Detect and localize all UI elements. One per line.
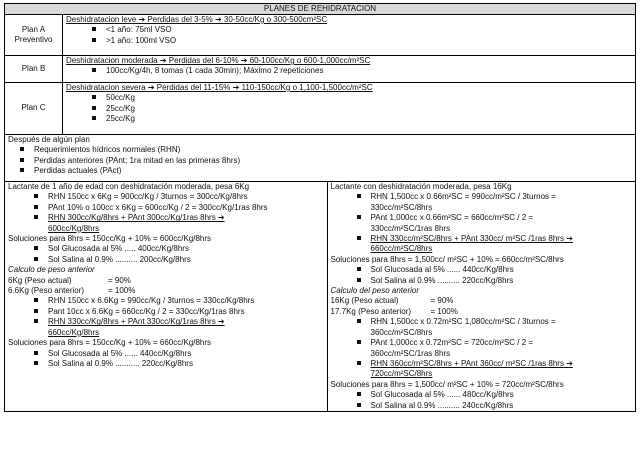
plan-a-name: Plan A (21, 24, 46, 34)
list-item: RHN 150cc x 6.6Kg = 990cc/Kg / 3turnos = 330cc/Kg/8hrs (8, 296, 324, 306)
list-item: 25cc/Kg (66, 114, 632, 124)
plan-c-label: Plan C (5, 83, 63, 135)
list-item: RHN 330cc/m²SC/8hrs + PAnt 330cc/ m²SC /1ras 8hrs ➔ (331, 234, 633, 244)
sum-result: 660cc/Kg/8hrs (48, 327, 100, 337)
list-item: 25cc/Kg (66, 104, 632, 114)
sum-result: 660cc/m²SC/8hrs (370, 244, 433, 254)
list-item: 100cc/Kg/4h, 8 tomas (1 cada 30min); Máximo 2 repeticiones (66, 66, 632, 76)
list-item: Pant 10cc x 6.6Kg = 660cc/Kg / 2 = 330cc/Kg/1ras 8hrs (8, 307, 324, 317)
plan-c-content (63, 83, 636, 135)
continuation: 330cc/m²SC/8hrs (370, 202, 433, 212)
calc-heading: Calculo de peso anterior (8, 265, 95, 275)
examples-row (5, 182, 636, 412)
plan-a-sub: Preventivo (14, 35, 53, 44)
solutions-line: Soluciones para 8hrs = 1,500cc/ m²SC + 10% = 660cc/m²SC/8hrs (330, 254, 564, 264)
list-item: RHN 1,500cc x 0.66m²SC = 990cc/m²SC / 3turnos = (331, 192, 633, 202)
list-item: Perdidas actuales (PAct) (8, 166, 632, 176)
list-item: PAnt 1,000cc x 0.72m²SC = 720cc/m²SC / 2 = (331, 338, 633, 348)
list-item: Requerimientos hídricos normales (RHN) (8, 145, 632, 155)
plan-b-content (63, 56, 636, 83)
continuation: 360cc/m²SC/8hrs (370, 327, 433, 337)
sum-result: 600cc/Kg/8hrs (48, 223, 100, 233)
after-plan-head: Después de algún plan (8, 135, 90, 144)
example-left (5, 182, 327, 411)
example-left-title: Lactante de 1 año de edad con deshidratación moderada, pesa 6Kg (8, 182, 250, 191)
solutions-line: Soluciones para 8hrs = 150cc/Kg + 10% = 600cc/Kg/8hrs (8, 234, 212, 244)
examples-table (5, 182, 635, 411)
list-item: Sol Glucosada al 5% ...... 440cc/Kg/8hrs (331, 265, 633, 275)
list-item: Sol Salina al 0.9% .......... 200cc/Kg/8hrs (8, 255, 324, 265)
list-item: Sol Salina al 0.9% .......... 240cc/Kg/8hrs (331, 401, 633, 411)
continuation: 360cc/m²SC/1ras 8hrs (370, 348, 451, 358)
list-item: PAnt 1,000cc x 0.66m²SC = 660cc/m²SC / 2 = (331, 213, 633, 223)
example-right (327, 182, 635, 411)
weight-line: 6Kg (Peso actual) = 90% (8, 275, 131, 285)
list-item: RHN 1,500cc x 0.72m²SC 1,080cc/m²SC / 3turnos = (331, 317, 633, 327)
list-item: PAnt 10% o 100cc x 6Kg = 600cc/Kg / 2 = 300cc/Kg/1ras 8hrs (8, 203, 324, 213)
example-right-title: Lactante con deshidratación moderada, pesa 16Kg (330, 182, 512, 191)
list-item: Perdidas anteriores (PAnt; 1ra mitad en las primeras 8hrs) (8, 156, 632, 166)
rehydration-table (4, 3, 636, 412)
list-item: RHN 150cc x 6Kg = 900cc/Kg / 3turnos = 300cc/Kg/8hrs (8, 192, 324, 202)
plan-a-head: Deshidratacion leve ➔ Perdidas del 3-5% ➔ 30-50cc/Kg o 300-500cm²SC (66, 15, 328, 24)
weight-line: 6.6Kg (Peso anterior) = 100% (8, 286, 136, 296)
list-item: RHN 360cc/m²SC/8hrs + PAnt 360cc/ m²SC /1ras 8hrs ➔ (331, 359, 633, 369)
solutions-line: Soluciones para 8hrs = 1,500cc/ m²SC + 10% = 720cc/m²SC/8hrs (330, 379, 564, 389)
list-item: Sol Salina al 0.9% ........... 220cc/Kg/8hrs (8, 359, 324, 369)
list-item: 50cc/Kg (66, 93, 632, 103)
list-item: RHN 330cc/Kg/8hrs + PAnt 330cc/Kg/1ras 8hrs ➔ (8, 317, 324, 327)
calc-heading: Calculo del peso anterior (330, 286, 419, 296)
sum-result: 720cc/m²SC/8hrs (370, 369, 433, 379)
solutions-line: Soluciones para 8hrs = 150cc/Kg + 10% = 660cc/Kg/8hrs (8, 338, 212, 348)
plan-c-head: Deshidratacion severa ➔ Perdidas del 11-15% ➔ 110-150cc/Kg o 1,100-1,500cc/m²SC (66, 83, 373, 92)
plan-a-label (5, 15, 63, 56)
list-item: RHN 300cc/Kg/8hrs + PAnt 300cc/Kg/1ras 8hrs ➔ (8, 213, 324, 223)
list-item: Sol Glucosada al 5% ..... 400cc/Kg/8hrs (8, 244, 324, 254)
table-title: PLANES DE REHIDRATACION (5, 4, 636, 15)
list-item: >1 año: 100ml VSO (66, 36, 632, 46)
plan-a-content (63, 15, 636, 56)
list-item: Sol Salina al 0.9% .......... 220cc/Kg/8hrs (331, 276, 633, 286)
weight-line: 17.7Kg (Peso anterior) = 100% (330, 306, 458, 316)
plan-b-head: Deshidratacion moderada ➔ Perdidas del 6-10% ➔ 60-100cc/Kg o 600-1,000cc/m²SC (66, 56, 371, 65)
weight-line: 16Kg (Peso actual) = 90% (330, 296, 454, 306)
list-item: Sol Glucosada al 5% ...... 440cc/Kg/8hrs (8, 349, 324, 359)
list-item: <1 año: 75ml VSO (66, 25, 632, 35)
continuation: 330cc/m²SC/1ras 8hrs (370, 223, 451, 233)
plan-b-label: Plan B (5, 56, 63, 83)
after-plan-section (5, 135, 636, 182)
list-item: Sol Glucosada al 5% ...... 480cc/Kg/8hrs (331, 390, 633, 400)
